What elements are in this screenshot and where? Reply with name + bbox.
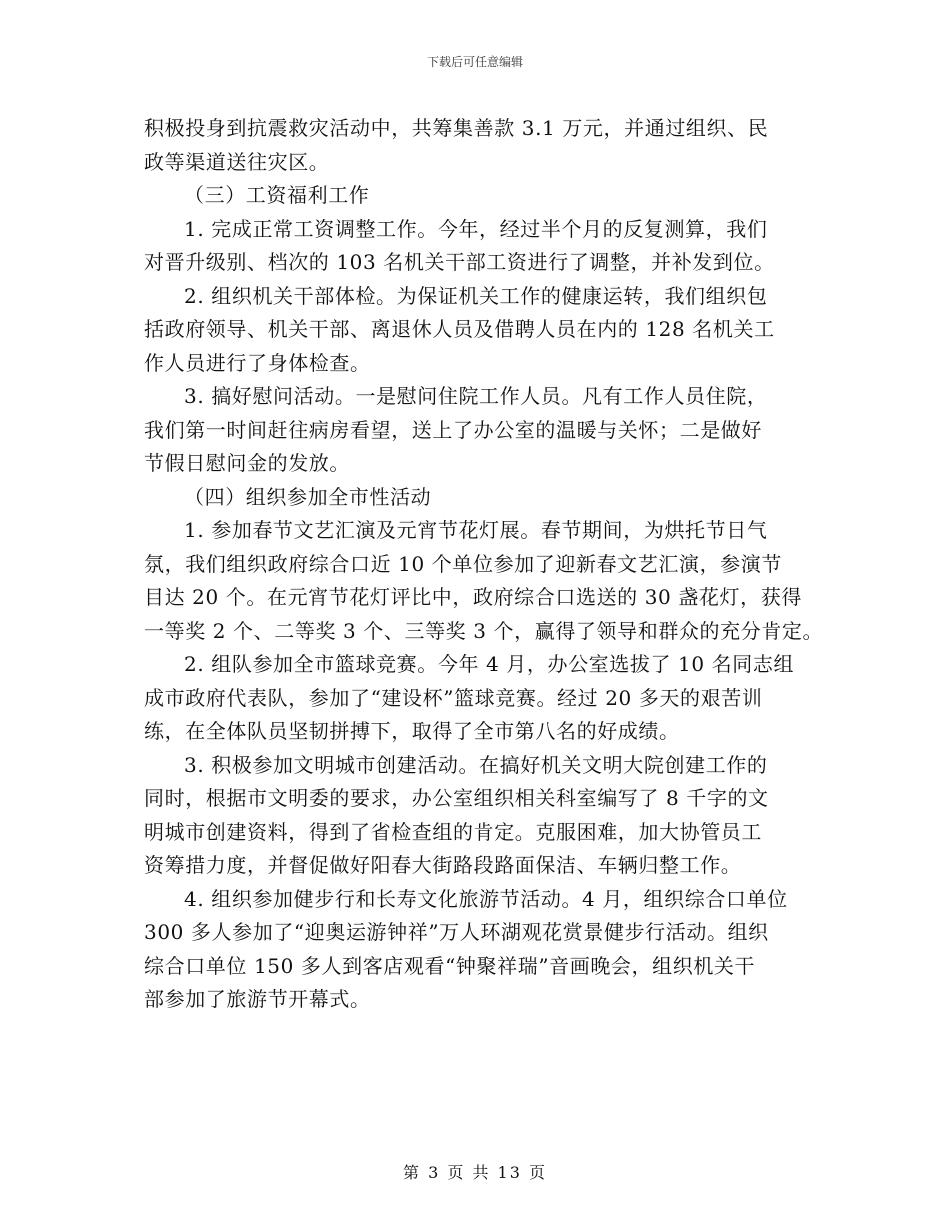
text-line: 一等奖 2 个、二等奖 3 个、三等奖 3 个，赢得了领导和群众的充分肯定。 — [144, 618, 824, 643]
text-line: 综合口单位 150 多人到客店观看“钟聚祥瑞”音画晚会，组织机关干 — [144, 953, 756, 978]
text-line: 3. 搞好慰问活动。一是慰问住院工作人员。凡有工作人员住院， — [184, 384, 768, 408]
text-line: 明城市创建资料，得到了省检查组的肯定。克服困难，加大协管员工 — [144, 819, 762, 844]
text-line: 1. 完成正常工资调整工作。今年，经过半个月的反复测算，我们 — [184, 216, 768, 241]
text-line: 部参加了旅游节开幕式。 — [144, 987, 371, 1011]
text-line: 资筹措力度，并督促做好阳春大街路段路面保洁、车辆归整工作。 — [144, 853, 742, 877]
text-line: 节假日慰问金的发放。 — [144, 451, 350, 475]
text-line: 1. 参加春节文艺汇演及元宵节花灯展。春节期间，为烘托节日气 — [184, 518, 768, 542]
page-footer: 第 3 页 共 13 页 — [403, 1163, 547, 1182]
page-header: 下载后可任意编辑 — [426, 55, 523, 69]
paragraph-lines — [144, 112, 834, 1017]
text-line: 成市政府代表队，参加了“建设杯”篮球竞赛。经过 20 多天的艰苦训 — [144, 685, 763, 710]
text-line: 300 多人参加了“迎奥运游钟祥”万人环湖观花赏景健步行活动。组织 — [144, 920, 769, 944]
text-line: 练，在全体队员坚韧拼搏下，取得了全市第八名的好成绩。 — [144, 719, 680, 743]
text-line: 氛，我们组织政府综合口近 10 个单位参加了迎新春文艺汇演，参演节 — [144, 551, 782, 576]
text-line: 4. 组织参加健步行和长寿文化旅游节活动。4 月，组织综合口单位 — [184, 886, 788, 911]
document-body — [144, 112, 834, 1017]
text-line: 2. 组织机关干部体检。为保证机关工作的健康运转，我们组织包 — [184, 283, 768, 308]
text-line: 括政府领导、机关干部、离退休人员及借聘人员在内的 128 名机关工 — [144, 317, 775, 341]
text-line: 3. 积极参加文明城市创建活动。在搞好机关文明大院创建工作的 — [184, 752, 768, 777]
text-line: 目达 20 个。在元宵节花灯评比中，政府综合口选送的 30 盏花灯，获得 — [144, 585, 802, 609]
text-line: 积极投身到抗震救灾活动中，共筹集善款 3.1 万元，并通过组织、民 — [144, 116, 769, 140]
text-line: （四）组织参加全市性活动 — [184, 484, 432, 509]
text-line: 对晋升级别、档次的 103 名机关干部工资进行了调整，并补发到位。 — [144, 250, 775, 274]
text-line: 同时，根据市文明委的要求，办公室组织相关科室编写了 8 千字的文 — [144, 786, 769, 810]
text-line: 我们第一时间赶往病房看望，送上了办公室的温暖与关怀；二是做好 — [144, 417, 762, 442]
text-line: 2. 组队参加全市篮球竞赛。今年 4 月，办公室选拔了 10 名同志组 — [184, 652, 795, 676]
text-line: 政等渠道送往灾区。 — [144, 149, 330, 174]
text-line: （三）工资福利工作 — [184, 183, 370, 207]
text-line: 作人员进行了身体检查。 — [144, 350, 371, 375]
